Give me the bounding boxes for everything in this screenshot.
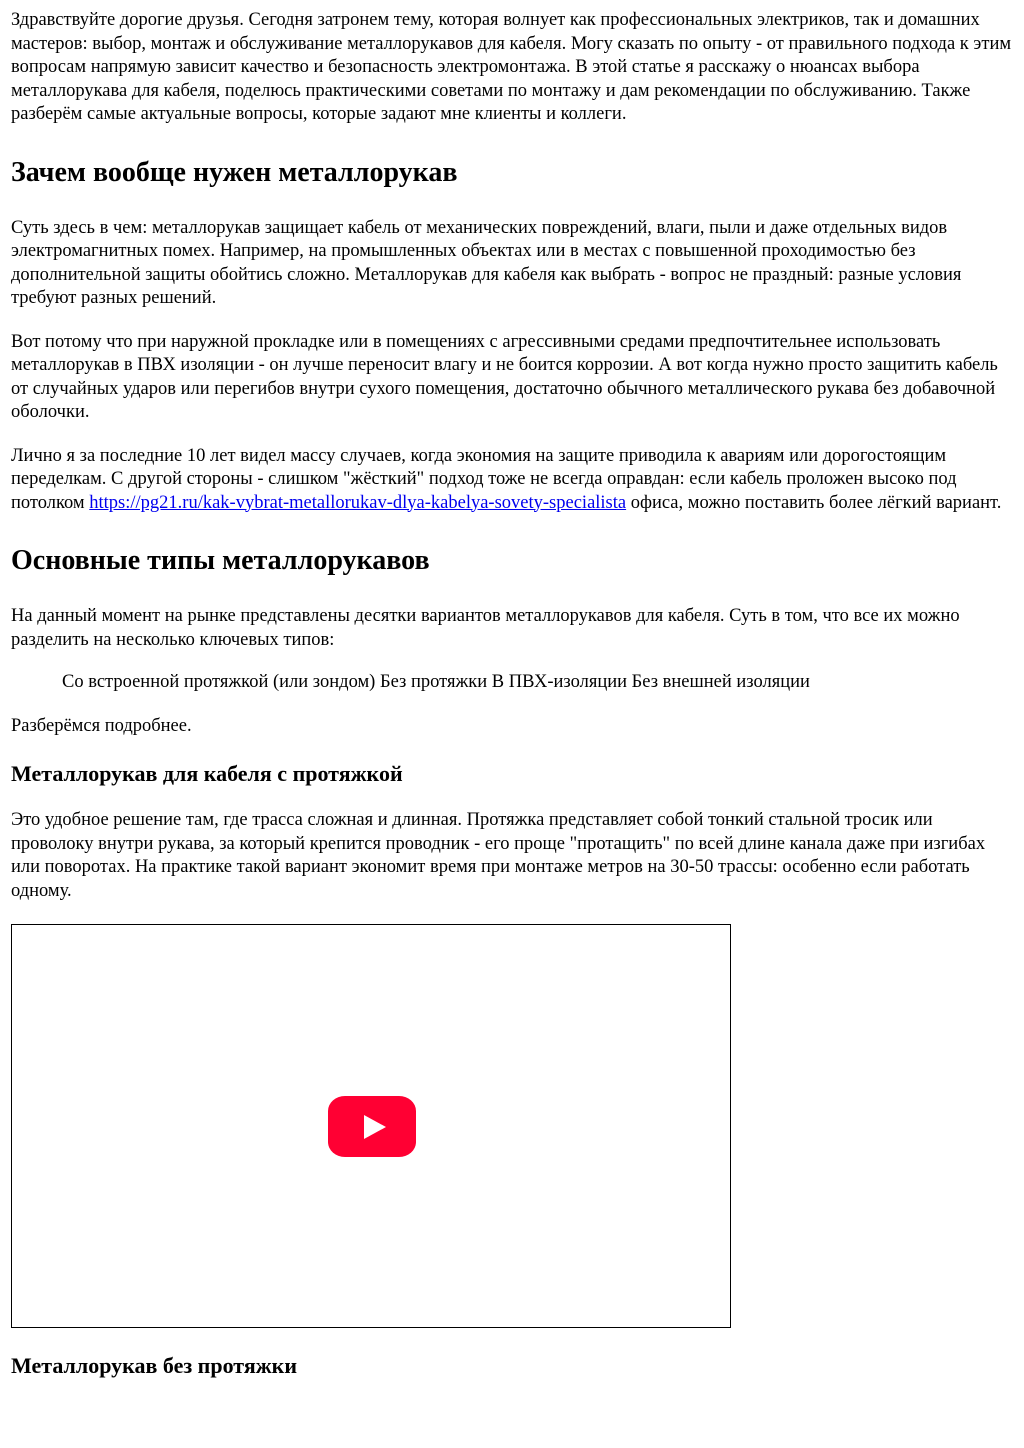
play-button[interactable] [328,1096,416,1157]
video-embed[interactable] [11,924,731,1328]
why-paragraph-1: Суть здесь в чем: металлорукав защищает кабель от механических повреждений, влаги, пыли и даже отдельных видов электромагнитных помех. Например, на промышленных объектах или в местах с повышенной проходимостью без дополнительной защиты обойтись сложно. Металлорукав для кабеля как выбрать - вопрос не праздный: разные условия требуют разных решений. [11,217,962,308]
heading-without-probe: Металлорукав без протяжки [11,1353,298,1378]
why-paragraph-3-start: Лично я за последние 10 лет видел массу случаев, когда экономия на защите приводила к авариям или дорогостоящим переделкам. С другой стороны - слишком "жёсткий" подход тоже не всегда оправдан: если кабель проложен высоко под потолком [11,445,957,513]
types-list: Со встроенной протяжкой (или зондом) Без протяжки В ПВХ-изоляции Без внешней изоляции [62,672,810,692]
play-icon [364,1115,386,1139]
heading-types: Основные типы металлорукавов [11,545,430,576]
with-probe-paragraph: Это удобное решение там, где трасса сложная и длинная. Протяжка представляет собой тонкий стальной тросик или проволоку внутри рукава, за который крепится проводник - его проще "протащить" по всей длине канала даже при изгибах или поворотах. На практике такой вариант экономит время при монтаже метров на 30-50 трассы: особенно если работать одному. [11,810,986,901]
intro-paragraph: Здравствуйте дорогие друзья. Сегодня затронем тему, которая волнует как профессиональных электриков, так и домашних мастеров: выбор, монтаж и обслуживание металлорукавов для кабеля. Могу сказать по опыту - от правильного подхода к этим вопросам напрямую зависит качество и безопасность электромонтажа. В этой статье я расскажу о нюансах выбора металлорукава для кабеля, поделюсь практическими советами по монтажу и дам рекомендации по обслуживанию. Также разберём самые актуальные вопросы, которые задают мне клиенты и коллеги. [11,10,1012,124]
why-paragraph-3-end: офиса, можно поставить более лёгкий вариант. [626,492,1002,513]
why-paragraph-2: Вот потому что при наружной прокладке или в помещениях с агрессивными средами предпочтительнее использовать металлорукав в ПВХ изоляции - он лучше переносит влагу и не боится коррозии. А вот когда нужно просто защитить кабель от случайных ударов или перегибов внутри сухого помещения, достаточно обычного металлического рукава без добавочной оболочки. [11,331,998,422]
heading-why: Зачем вообще нужен металлорукав [11,156,458,188]
types-paragraph: На данный момент на рынке представлены десятки вариантов металлорукавов для кабеля. Суть в том, что все их можно разделить на несколько ключевых типов: [11,606,960,650]
why-paragraph-3 [11,445,1013,516]
more-paragraph: Разберёмся подробнее. [11,715,192,736]
article-link[interactable]: https://pg21.ru/kak-vybrat-metallorukav-dlya-kabelya-sovety-specialista [89,492,627,513]
heading-with-probe: Металлорукав для кабеля с протяжкой [11,761,403,786]
